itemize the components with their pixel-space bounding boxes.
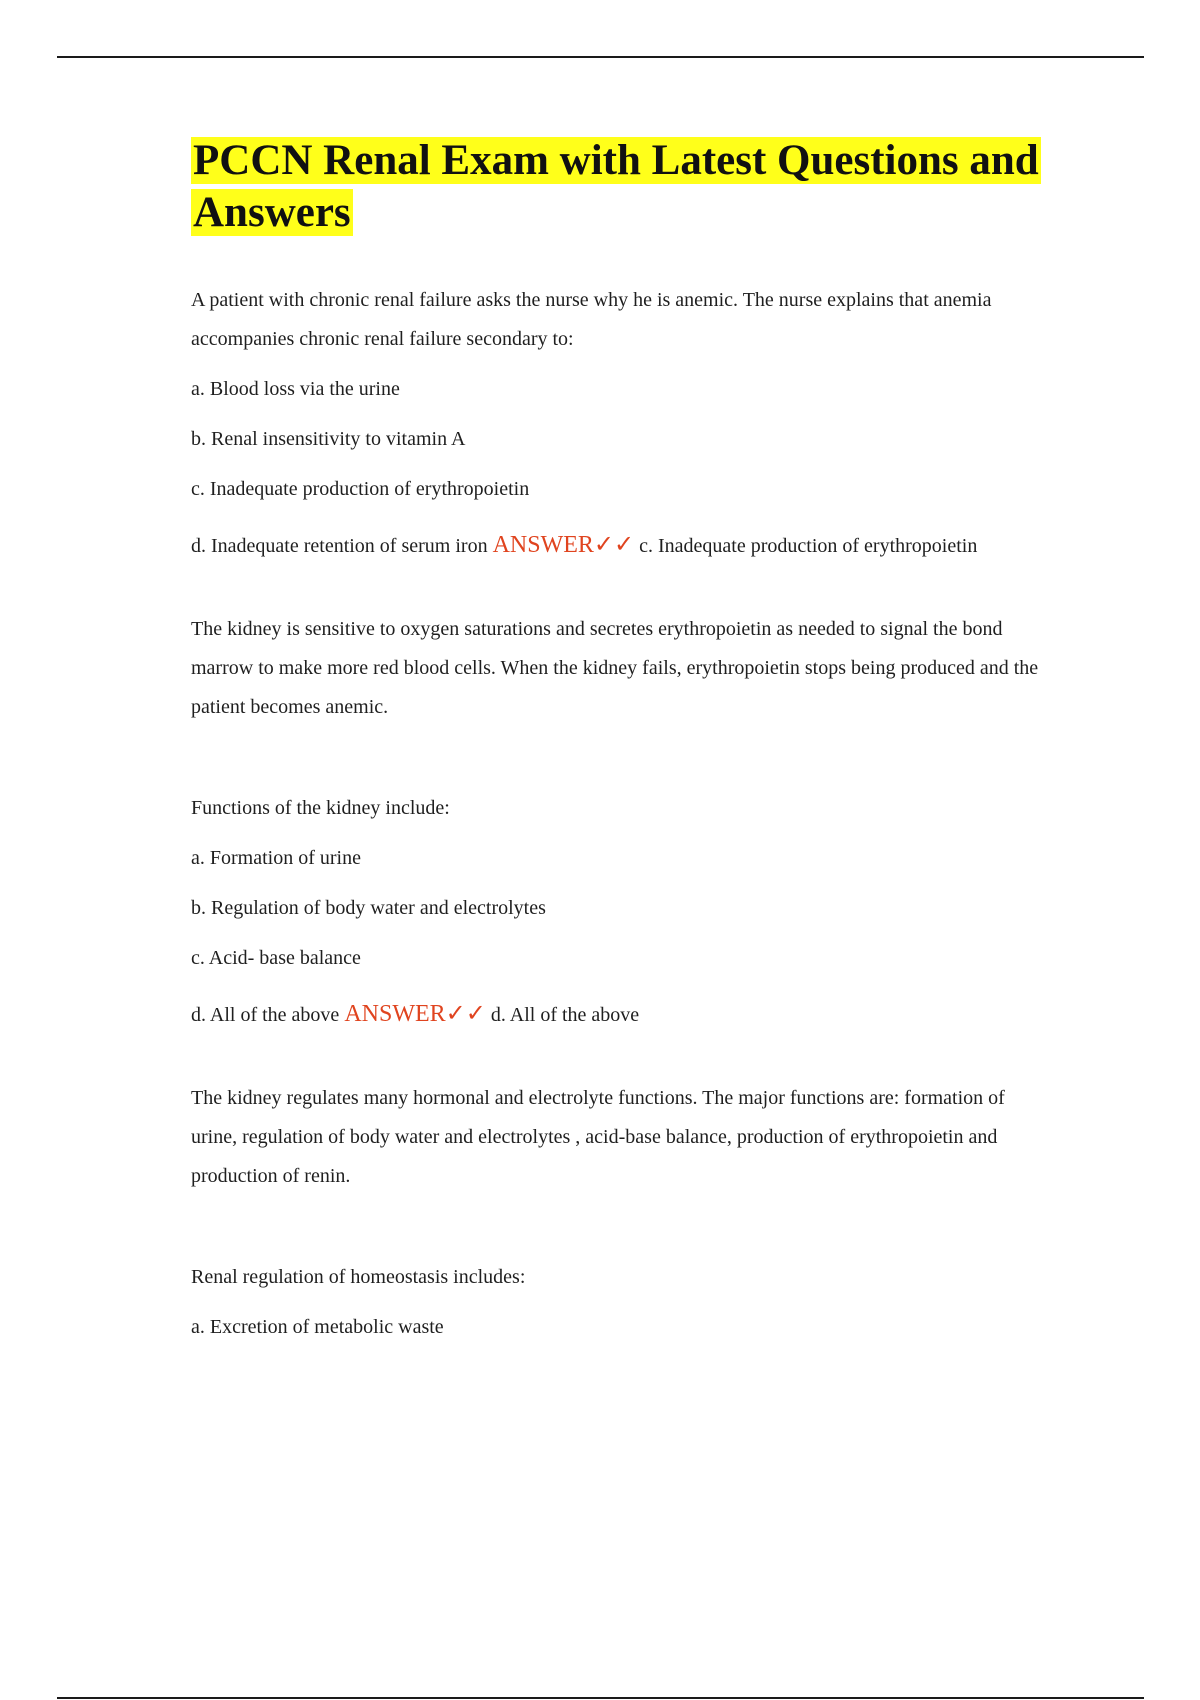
question-2-option-d-line [191,991,1041,1039]
top-rule [57,56,1144,58]
question-1-option-d-line [191,522,1041,570]
question-2-option-a: a. Formation of urine [191,847,361,869]
question-1-option-b: b. Renal insensitivity to vitamin A [191,428,466,450]
question-1-option-a: a. Blood loss via the urine [191,378,400,400]
answer-label: ANSWER✓✓ [492,532,635,558]
question-2-option-d: d. All of the above [191,1004,340,1026]
question-2-stem: Functions of the kidney include: [191,797,450,819]
document-title [191,135,1041,239]
question-1-option-d: d. Inadequate retention of serum iron [191,535,488,557]
question-2-option-c: c. Acid- base balance [191,947,361,969]
question-1-stem: A patient with chronic renal failure asks the nurse why he is anemic. The nurse explains that anemia accompanies chronic renal failure secondary to: [191,289,992,350]
question-1-answer: c. Inadequate production of erythropoietin [639,535,978,557]
question-3-stem: Renal regulation of homeostasis includes: [191,1266,526,1288]
title-highlight: PCCN Renal Exam with Latest Questions and Answers [193,137,1039,236]
question-2-answer: d. All of the above [490,1004,640,1026]
answer-label: ANSWER✓✓ [344,1001,486,1027]
document-body [191,135,1041,1347]
question-2-option-b: b. Regulation of body water and electrolytes [191,897,546,919]
question-1-option-c: c. Inadequate production of erythropoietin [191,478,530,500]
question-1-explanation: The kidney is sensitive to oxygen saturations and secretes erythropoietin as needed to signal the bond marrow to make more red blood cells. When the kidney fails, erythropoietin stops being produced and the patient becomes anemic. [191,618,1039,718]
question-3-option-a: a. Excretion of metabolic waste [191,1316,444,1338]
bottom-rule [57,1697,1144,1699]
question-2-explanation: The kidney regulates many hormonal and electrolyte functions. The major functions are: formation of urine, regulation of body water and electrolytes , acid-base balance, production of erythropoietin and production of renin. [191,1087,1005,1187]
